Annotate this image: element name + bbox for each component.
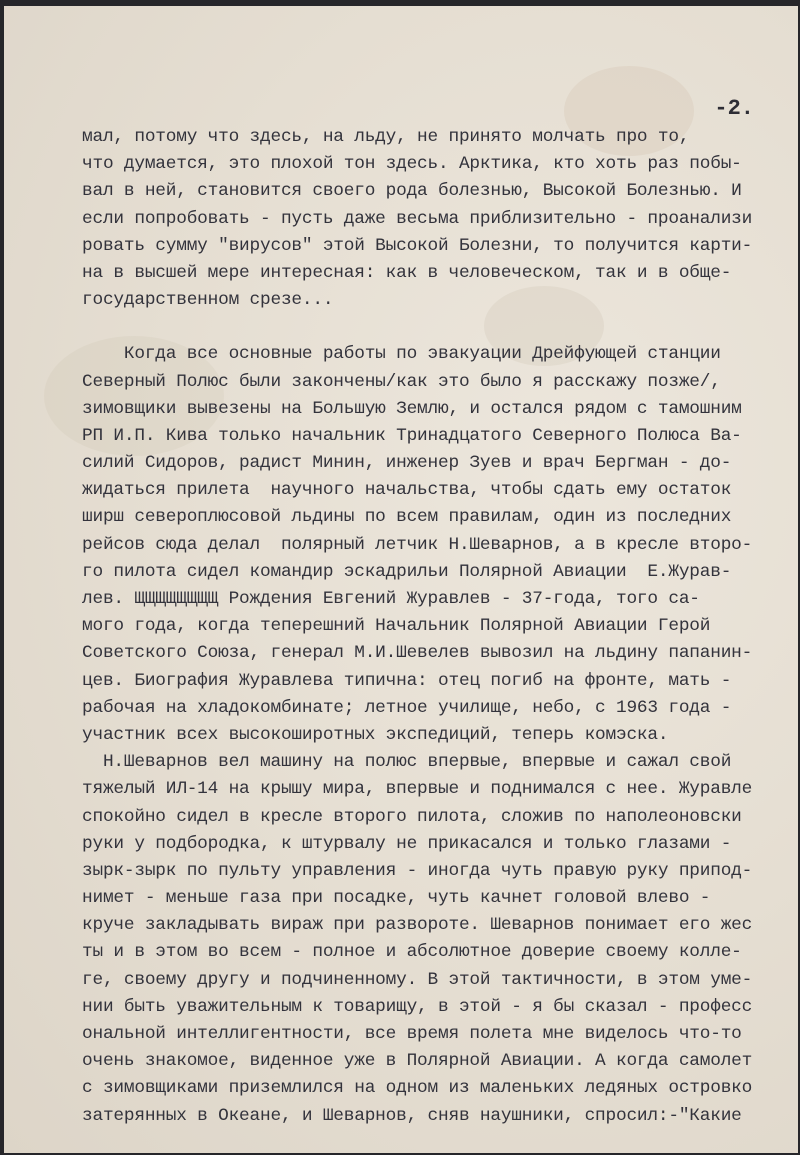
text-line: тяжелый ИЛ-14 на крышу мира, впервые и поднимался с нее. Журавле <box>82 779 753 800</box>
text-line: руки у подбородка, к штурвалу не прикасался и только глазами - <box>82 833 732 854</box>
text-line: государственном срезе... <box>82 290 334 311</box>
typewritten-page <box>4 6 798 1153</box>
text-line: участник всех высокоширотных экспедиций, теперь комэска. <box>82 724 669 745</box>
text-line: ональной интеллигентности, все время полета мне виделось что-то <box>82 1024 742 1044</box>
text-line: затерянных в Океане, и Шеварнов, сняв наушники, спросил:-"Какие <box>82 1105 742 1126</box>
text-line: Когда все основные работы по эвакуации Дрейфующей станции <box>82 344 721 365</box>
text-line: Н.Шеварнов вел машину на полюс впервые, впервые и сажал свой <box>82 752 732 773</box>
text-line: с зимовщиками приземлился на одном из маленьких ледяных островко <box>82 1078 753 1099</box>
text-line: что думается, это плохой тон здесь. Арктика, кто хоть раз побы- <box>82 154 742 175</box>
text-line: если попробовать - пусть даже весьма приблизительно - проанализи <box>82 208 753 229</box>
text-line: цев. Биография Журавлева типична: отец погиб на фронте, мать - <box>82 670 732 691</box>
text-line: нимет - меньше газа при посадке, чуть качнет головой влево - <box>82 888 711 909</box>
text-line: ширш североплюсовой льдины по всем правилам, один из последних <box>82 507 732 528</box>
page-number: -2. <box>714 96 754 121</box>
text-line: Северный Полюс были закончены/как это было я расскажу позже/, <box>82 371 721 392</box>
text-line: мого года, когда теперешний Начальник Полярной Авиации Герой <box>82 616 711 637</box>
text-line: ты и в этом во всем - полное и абсолютное доверие своему колле- <box>82 942 742 963</box>
text-line: на в высшей мере интересная: как в человеческом, так и в обще- <box>82 262 732 283</box>
text-line: круче закладывать вираж при развороте. Шеварнов понимает его жес <box>82 915 753 936</box>
text-line: ровать сумму "вирусов" этой Высокой Болезни, то получится карти- <box>82 235 753 256</box>
text-line: го пилота сидел командир эскадрильи Полярной Авиации Е.Журав- <box>82 561 732 582</box>
text-line: мал, потому что здесь, на льду, не принято молчать про то, <box>82 127 690 147</box>
text-line: рейсов сюда делал полярный летчик Н.Шеварнов, а в кресле второ- <box>82 534 753 555</box>
text-line: спокойно сидел в кресле второго пилота, сложив по наполеоновски <box>82 806 742 827</box>
text-line: ге, своему другу и подчиненному. В этой тактичности, в этом уме- <box>82 969 753 990</box>
text-line: РП И.П. Кива только начальник Тринадцатого Северного Полюса Ва- <box>82 425 742 446</box>
text-line: зырк-зырк по пульту управления - иногда чуть правую руку припод- <box>82 860 753 881</box>
text-line: зимовщики вывезены на Большую Землю, и остался рядом с тамошним <box>82 398 742 419</box>
text-line: очень знакомое, виденное уже в Полярной Авиации. А когда самолет <box>82 1051 753 1072</box>
text-line: нии быть уважительным к товарищу, в этой - я бы сказал - професс <box>82 996 753 1017</box>
text-line: вал в ней, становится своего рода болезнью, Высокой Болезнью. И <box>82 181 742 202</box>
text-line: рабочая на хладокомбинате; летное училище, небо, с 1963 года - <box>82 697 732 718</box>
text-line: жидаться прилета научного начальства, чтобы сдать ему остаток <box>82 480 732 501</box>
text-line: силий Сидоров, радист Минин, инженер Зуев и врач Бергман - до- <box>82 453 732 474</box>
text-line: Советского Союза, генерал М.И.Шевелев вывозил на льдину папанин- <box>82 643 753 664</box>
body-text <box>82 124 798 1130</box>
text-line: лев. ЩЩЩЩЩЩЩЩ Рождения Евгений Журавлев - 37-года, того са- <box>82 589 700 609</box>
